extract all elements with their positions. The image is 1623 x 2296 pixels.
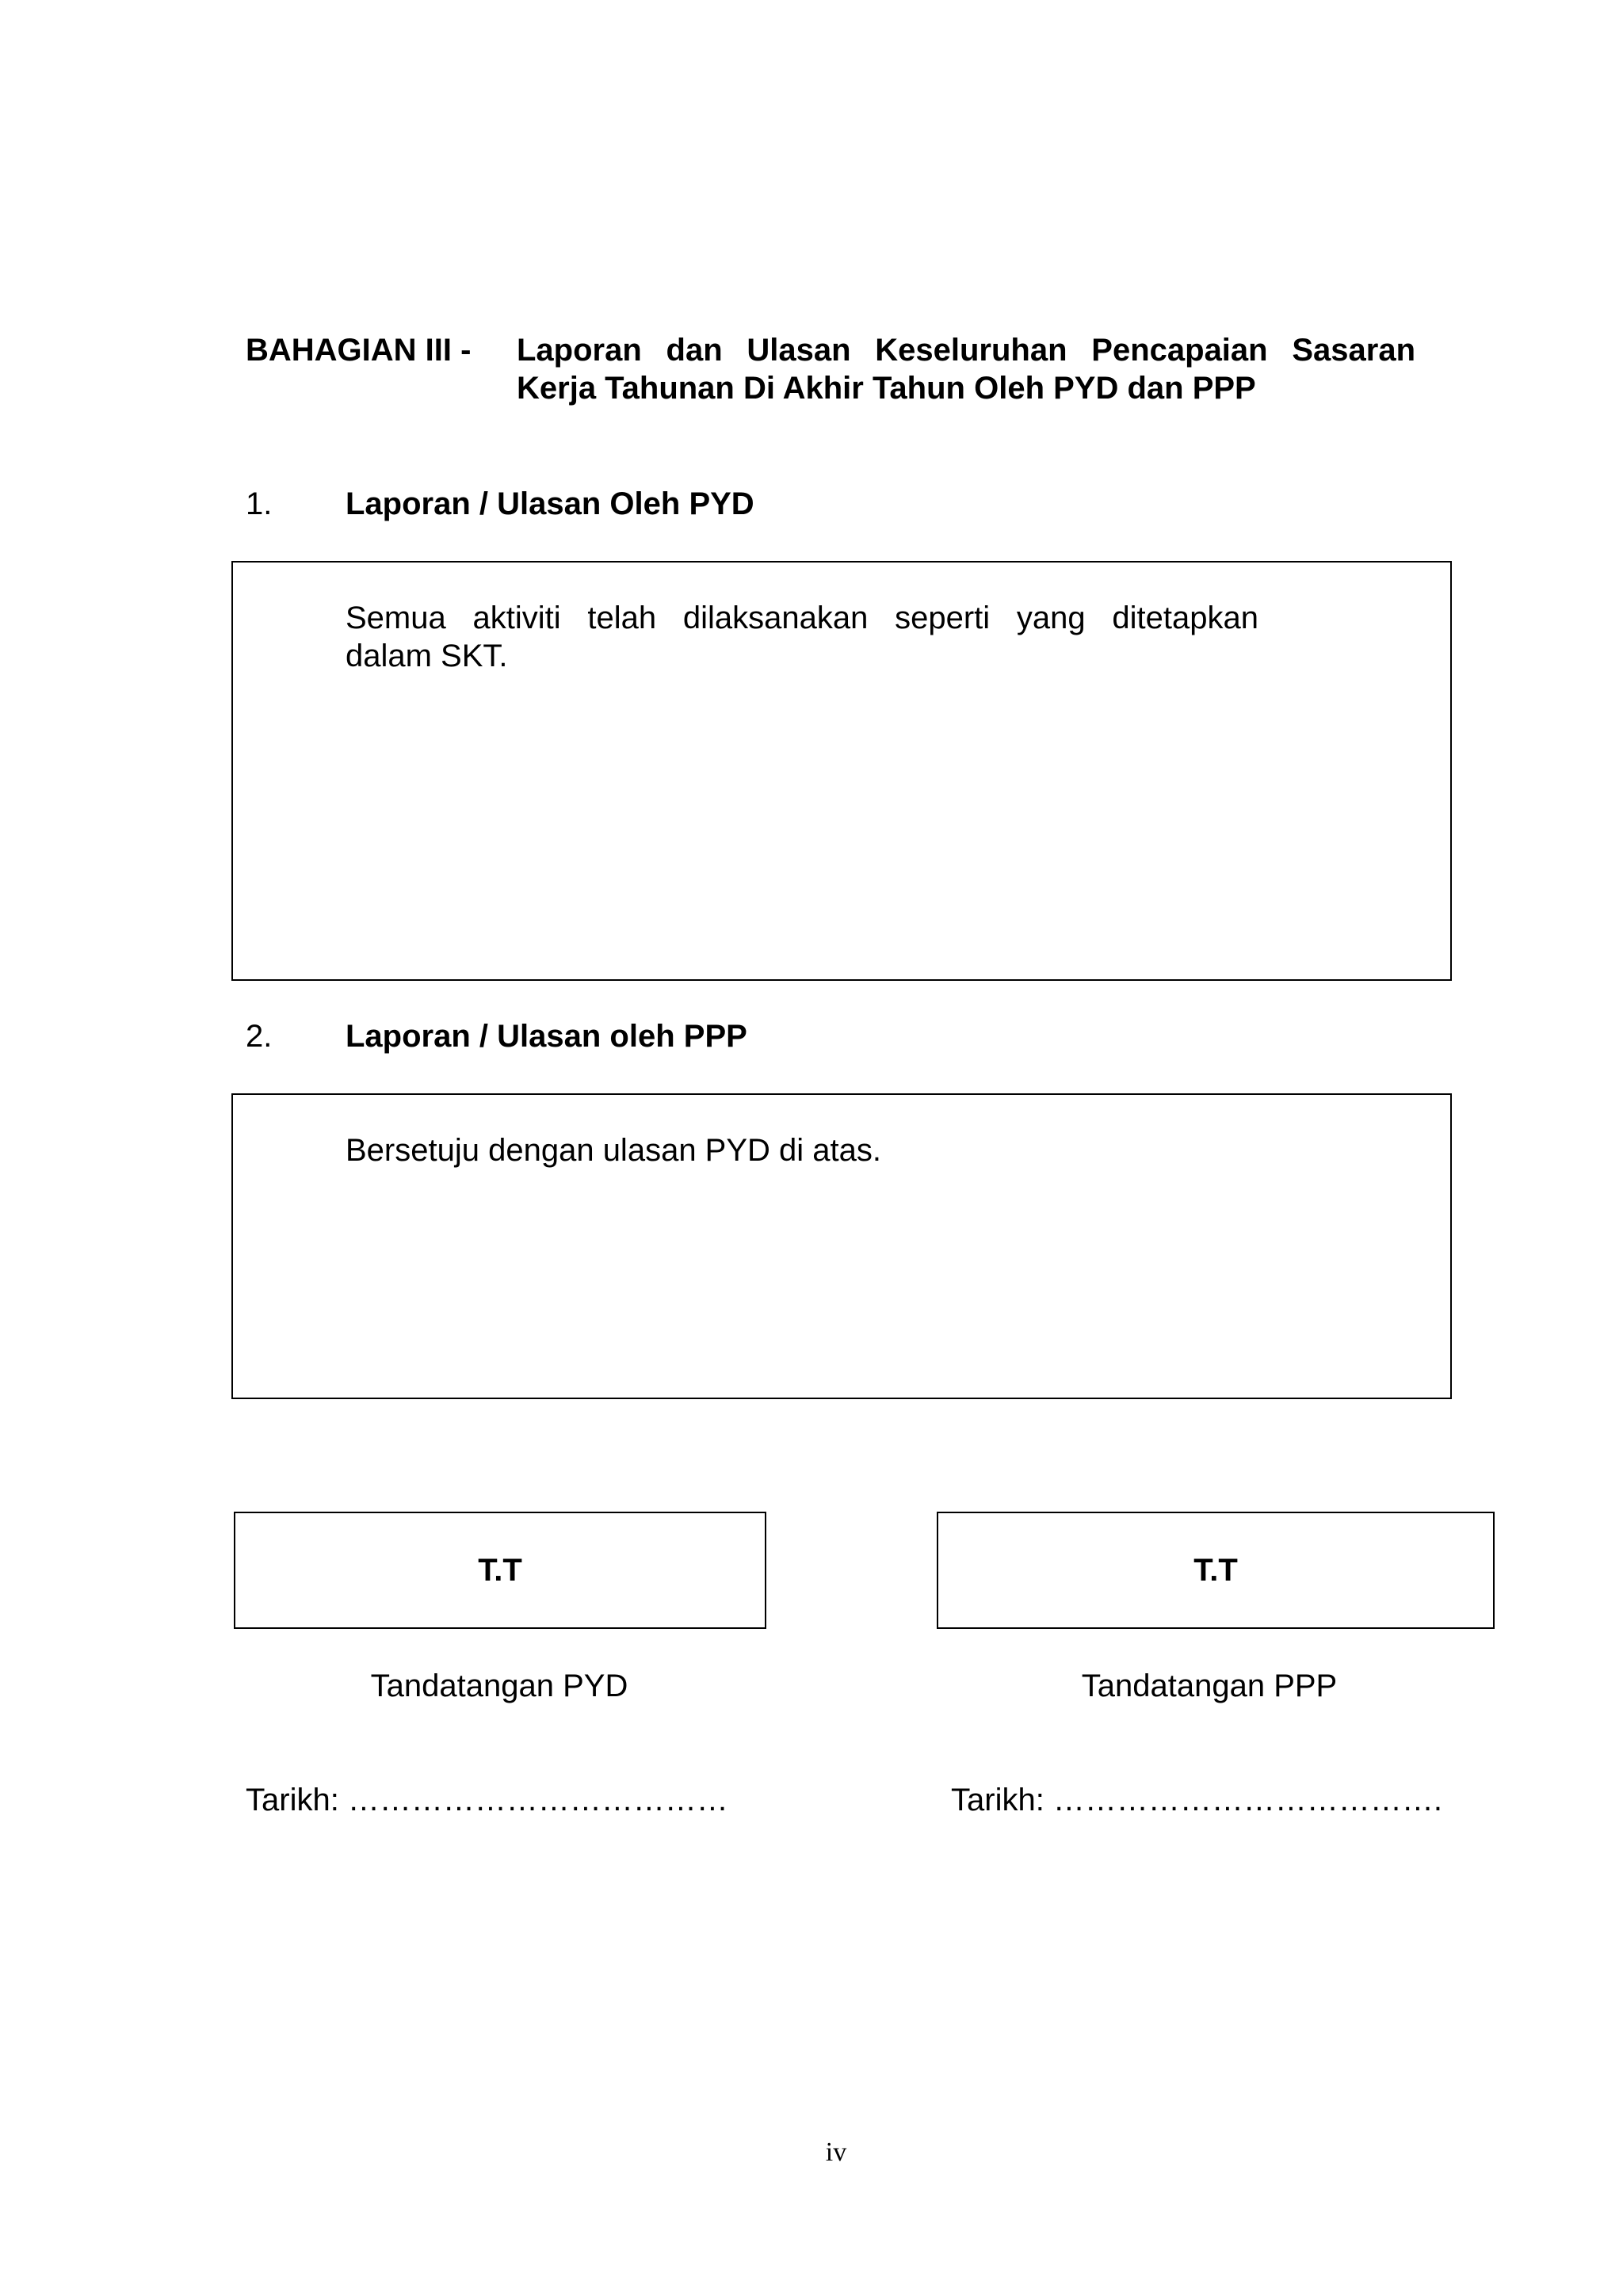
pyd-signature-caption: Tandatangan PYD [370,1669,628,1703]
part-title-line-2: Kerja Tahunan Di Akhir Tahun Oleh PYD dan PPP [517,371,1256,406]
pyd-comment-line-1: Semua aktiviti telah dilaksanakan seperti yang ditetapkan [346,601,1258,635]
pyd-comment-text [346,599,1258,675]
pyd-signature-box [234,1512,766,1629]
section-1-number: 1. [246,486,273,521]
ppp-signature-box [937,1512,1495,1629]
part-title [517,331,1415,407]
part-label: BAHAGIAN III - [246,333,472,368]
ppp-date-line: Tarikh: ………………………………. [951,1783,1443,1817]
pyd-signature-mark: T.T [478,1552,522,1588]
ppp-signature-mark: T.T [1193,1552,1238,1588]
section-2-heading: Laporan / Ulasan oleh PPP [346,1019,747,1054]
part-title-line-1: Laporan dan Ulasan Keseluruhan Pencapaian Sasaran [517,333,1415,368]
section-1-heading: Laporan / Ulasan Oleh PYD [346,486,754,521]
pyd-date-line: Tarikh: ……………………………… [246,1783,728,1817]
section-2-number: 2. [246,1019,273,1054]
page-number: iv [825,2138,847,2167]
ppp-comment-text: Bersetuju dengan ulasan PYD di atas. [346,1133,881,1168]
pyd-comment-line-2: dalam SKT. [346,639,508,673]
ppp-signature-caption: Tandatangan PPP [1081,1669,1338,1703]
